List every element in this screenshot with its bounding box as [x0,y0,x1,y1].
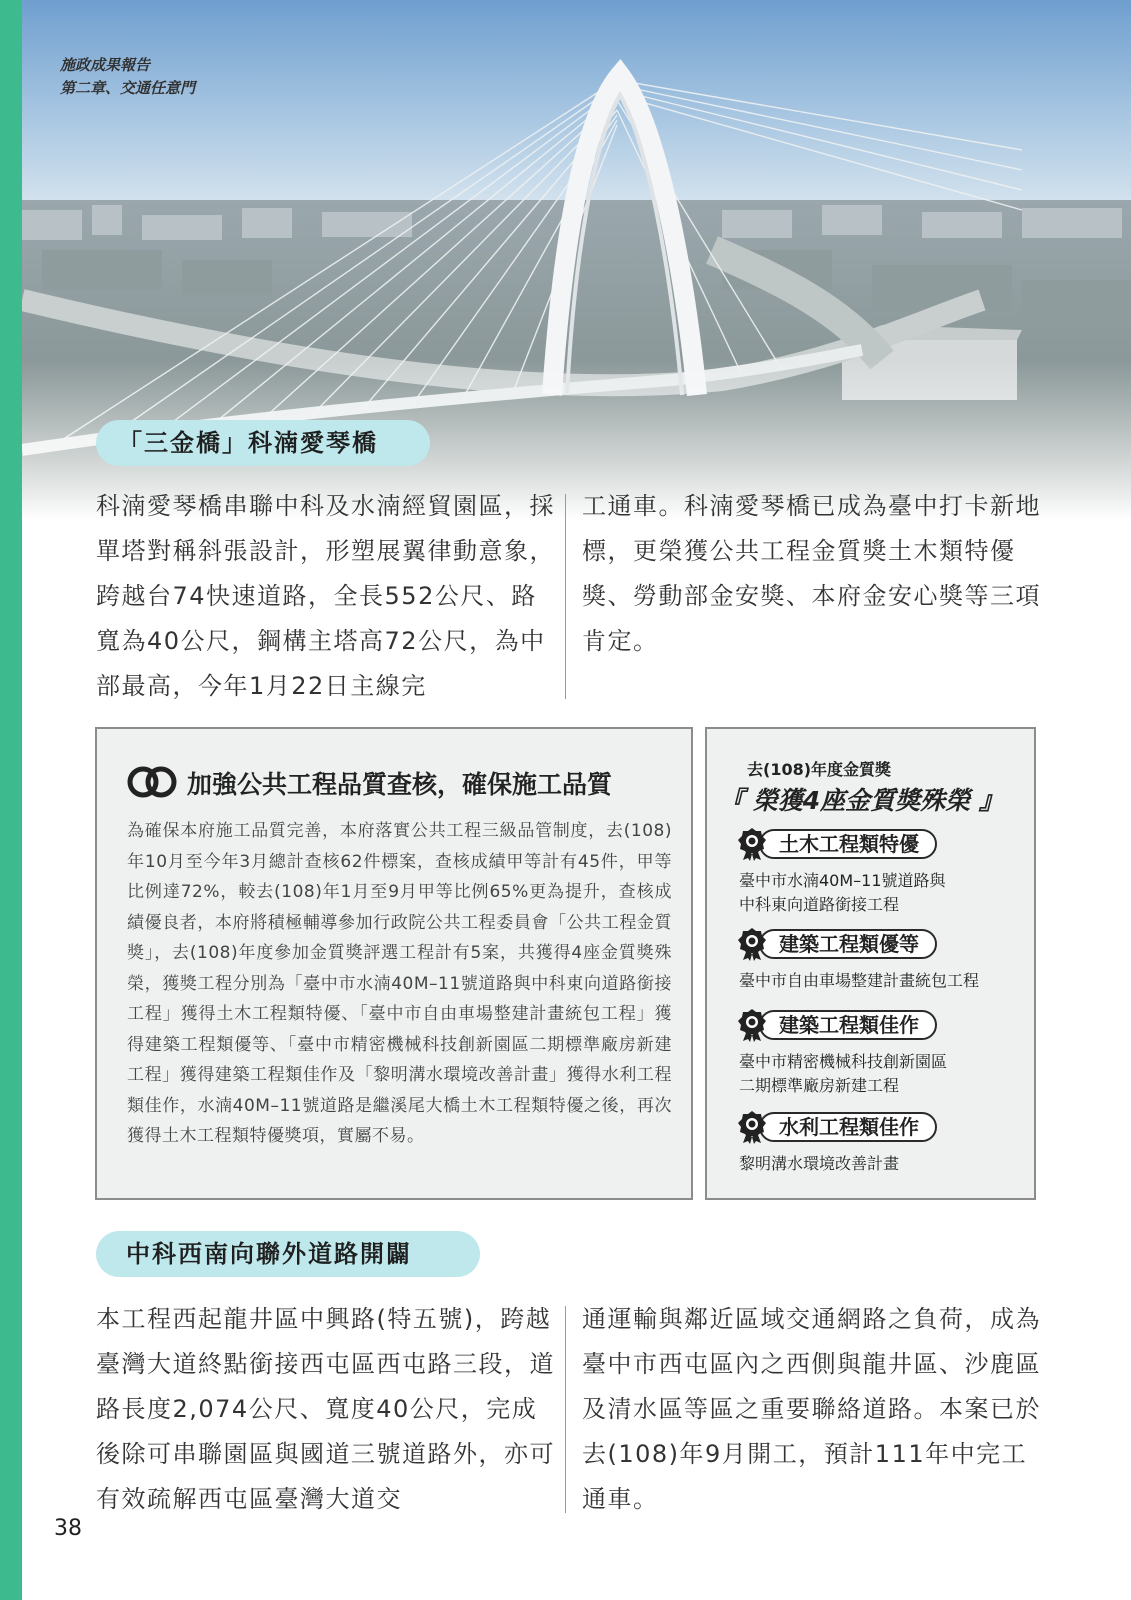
quality-box-body: 為確保本府施工品質完善，本府落實公共工程三級品管制度，去(108)年10月至今年3月總計查核62件標案，查核成績甲等計有45件，甲等比例達72%，較去(108)年1月至9月甲等比例65%更為提升，查核成績優良者，本府將積極輔導參加行政院公共工程委員會「公共工程金質獎」，去(108)年度參加金質獎評選工程計有5案，共獲得4座金質獎殊榮，獲獎工程分別為「臺中市水湳40M–11號道路與中科東向道路銜接工程」獲得土木工程類特優、「臺中市自由車場整建計畫統包工程」獲得建築工程類優等、「臺中市精密機械科技創新園區二期標準廠房新建工程」獲得建築工程類佳作及「黎明溝水環境改善計畫」獲得水利工程類佳作，水湳40M–11號道路是繼溪尾大橋土木工程類特優之後，再次獲得土木工程類特優獎項，實屬不易。 [127,821,672,1146]
award-desc-line: 臺中市精密機械科技創新園區 [739,1052,948,1071]
award-desc-line: 臺中市自由車場整建計畫統包工程 [739,971,980,990]
section2-column-left: 本工程西起龍井區中興路(特五號)，跨越臺灣大道終點銜接西屯區西屯路三段，道路長度2,074公尺、寬度40公尺，完成後除可串聯園區與國道三號道路外，亦可有效疏解西屯區臺灣大道交 [96,1305,555,1513]
award-desc-line: 中科東向道路銜接工程 [739,895,900,914]
award-desc-line: 臺中市水湳40M–11號道路與 [739,871,946,890]
awards-box [705,727,1036,1200]
page-number: 38 [54,1516,82,1541]
award-desc [739,1050,947,1098]
award-desc [739,969,979,993]
section1-column-left: 科湳愛琴橋串聯中科及水湳經貿園區，採單塔對稱斜張設計，形塑展翼律動意象，跨越台74快速道路，全長552公尺、路寬為40公尺，鋼構主塔高72公尺，為中部最高，今年1月22日主線完 [96,492,555,700]
award-label: 建築工程類優等 [759,929,937,959]
awards-subtitle: 去(108)年度金質獎 [747,760,892,779]
award-desc [739,1152,899,1176]
award-medal-icon [737,1008,767,1042]
section2-heading: 中科西南向聯外道路開闢 [96,1231,480,1277]
side-accent-bar [0,0,22,1600]
award-desc-line: 二期標準廠房新建工程 [739,1076,900,1095]
award-label: 建築工程類佳作 [759,1010,937,1040]
section1-heading: 「三金橋」科湳愛琴橋 [96,420,430,466]
awards-title: 『 榮獲4座金質獎殊榮 』 [719,786,1004,815]
section2-column-right: 通運輸與鄰近區域交通網路之負荷，成為臺中市西屯區內之西側與龍井區、沙鹿區及清水區等區之重要聯絡道路。本案已於去(108)年9月開工，預計111年中完工通車。 [582,1305,1041,1513]
award-medal-icon [737,1110,767,1144]
section1-column-right: 工通車。科湳愛琴橋已成為臺中打卡新地標，更榮獲公共工程金質獎土木類特優獎、勞動部金安獎、本府金安心獎等三項肯定。 [582,492,1041,655]
linked-rings-icon [127,765,177,799]
award-desc [739,869,946,917]
award-medal-icon [737,827,767,861]
quality-inspection-box [95,727,693,1200]
report-title: 施政成果報告 [60,56,151,74]
award-label: 土木工程類特優 [759,829,937,859]
award-desc-line: 黎明溝水環境改善計畫 [739,1154,900,1173]
column-divider [565,1306,566,1513]
chapter-title: 第二章、交通任意門 [60,79,196,97]
column-divider [565,494,566,699]
award-label: 水利工程類佳作 [759,1112,937,1142]
award-medal-icon [737,927,767,961]
quality-box-title: 加強公共工程品質查核，確保施工品質 [187,770,613,799]
